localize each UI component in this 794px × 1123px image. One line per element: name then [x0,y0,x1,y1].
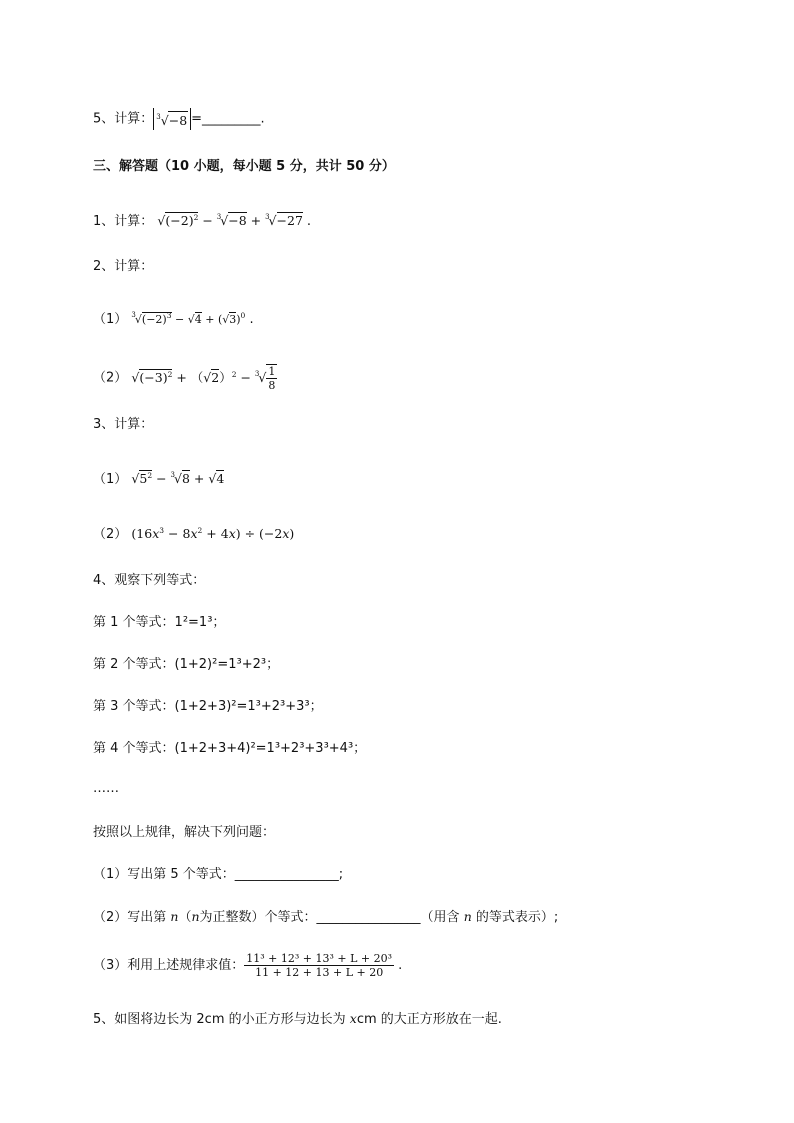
problem-4-question-1: （1）写出第 5 个等式：________________; [93,867,344,882]
problem-2-part-2 [93,364,277,392]
problem-3-part-1-label: （1） [93,472,128,487]
problem-2-part-2-label: （2） [93,370,128,386]
abs-value-expr [153,108,191,130]
sum-fraction: $\frac{\text{11³ + 12³ + 13³ + L + 20³}}{11 + 12 + 13 + L + 20}$ [246,952,393,979]
equation-3: 第 3 个等式：(1+2+3)²=1³+2³+3³； [93,699,323,714]
problem-3-part-2-expression: $(16x^3 - 8x^2 + 4x) \div (-2x)$ [131,526,295,541]
section-3-title: 三、解答题（10 小题，每小题 5 分，共计 50 分） [93,159,395,174]
fill-question-5-label: 5、计算： [93,111,154,127]
problem-3-part-1-expression: $√5^2 - ^3√8 + √4$ [131,471,225,486]
problem-3-part-2 [93,522,294,544]
problem-1-label: 1、计算： [93,214,154,229]
fill-question-5-blank: =_________. [191,111,265,127]
problem-4-question-3: （3）利用上述规律求值： $\frac{\text{11³ + 12³ + 13³ + L + 20³}}{11 + 12 + 13 + L + 20}$ . [93,952,403,979]
problem-3-label: 3、计算： [93,417,154,432]
equation-1: 第 1 个等式：1²=1³； [93,615,226,630]
problem-2-part-1-expression: $^3√(-2)^3 - √4 + (√3)^0$ [131,311,246,326]
problem-4-intro: 4、观察下列等式： [93,573,206,588]
fill-question-5 [93,108,265,130]
problem-2-part-1-label: （1） [93,312,128,327]
problem-4-instruction: 按照以上规律，解决下列问题： [93,825,276,840]
problem-3-part-1 [93,466,224,489]
equation-4: 第 4 个等式：(1+2+3+4)²=1³+2³+3³+4³； [93,741,367,756]
problem-1: 1、计算： $√(-2)^2 - ^3√-8 + ^3√-27$ . [93,213,312,229]
cube-root: 3√−8 [156,113,188,128]
problem-2-part-1: （1） $^3√(-2)^3 - √4 + (√3)^0$ . [93,311,254,327]
problem-2-part-2-expression: $√(-3)^2 + (√2)^2 - ^3√$ $\frac{1}{8}$ [131,365,276,392]
problem-2-label: 2、计算： [93,259,154,274]
problem-3-part-2-label: （2） [93,527,128,542]
problem-4-question-2: （2）写出第 n（n为正整数）个等式：________________（用含 n 的等式表示）; [93,909,559,925]
ellipsis: …… [93,781,119,796]
equation-2: 第 2 个等式：(1+2)²=1³+2³； [93,657,280,672]
problem-5: 5、如图将边长为 2cm 的小正方形与边长为 xcm 的大正方形放在一起. [93,1011,502,1027]
problem-1-expression: $√(-2)^2 - ^3√-8 + ^3√-27$ [157,213,303,228]
